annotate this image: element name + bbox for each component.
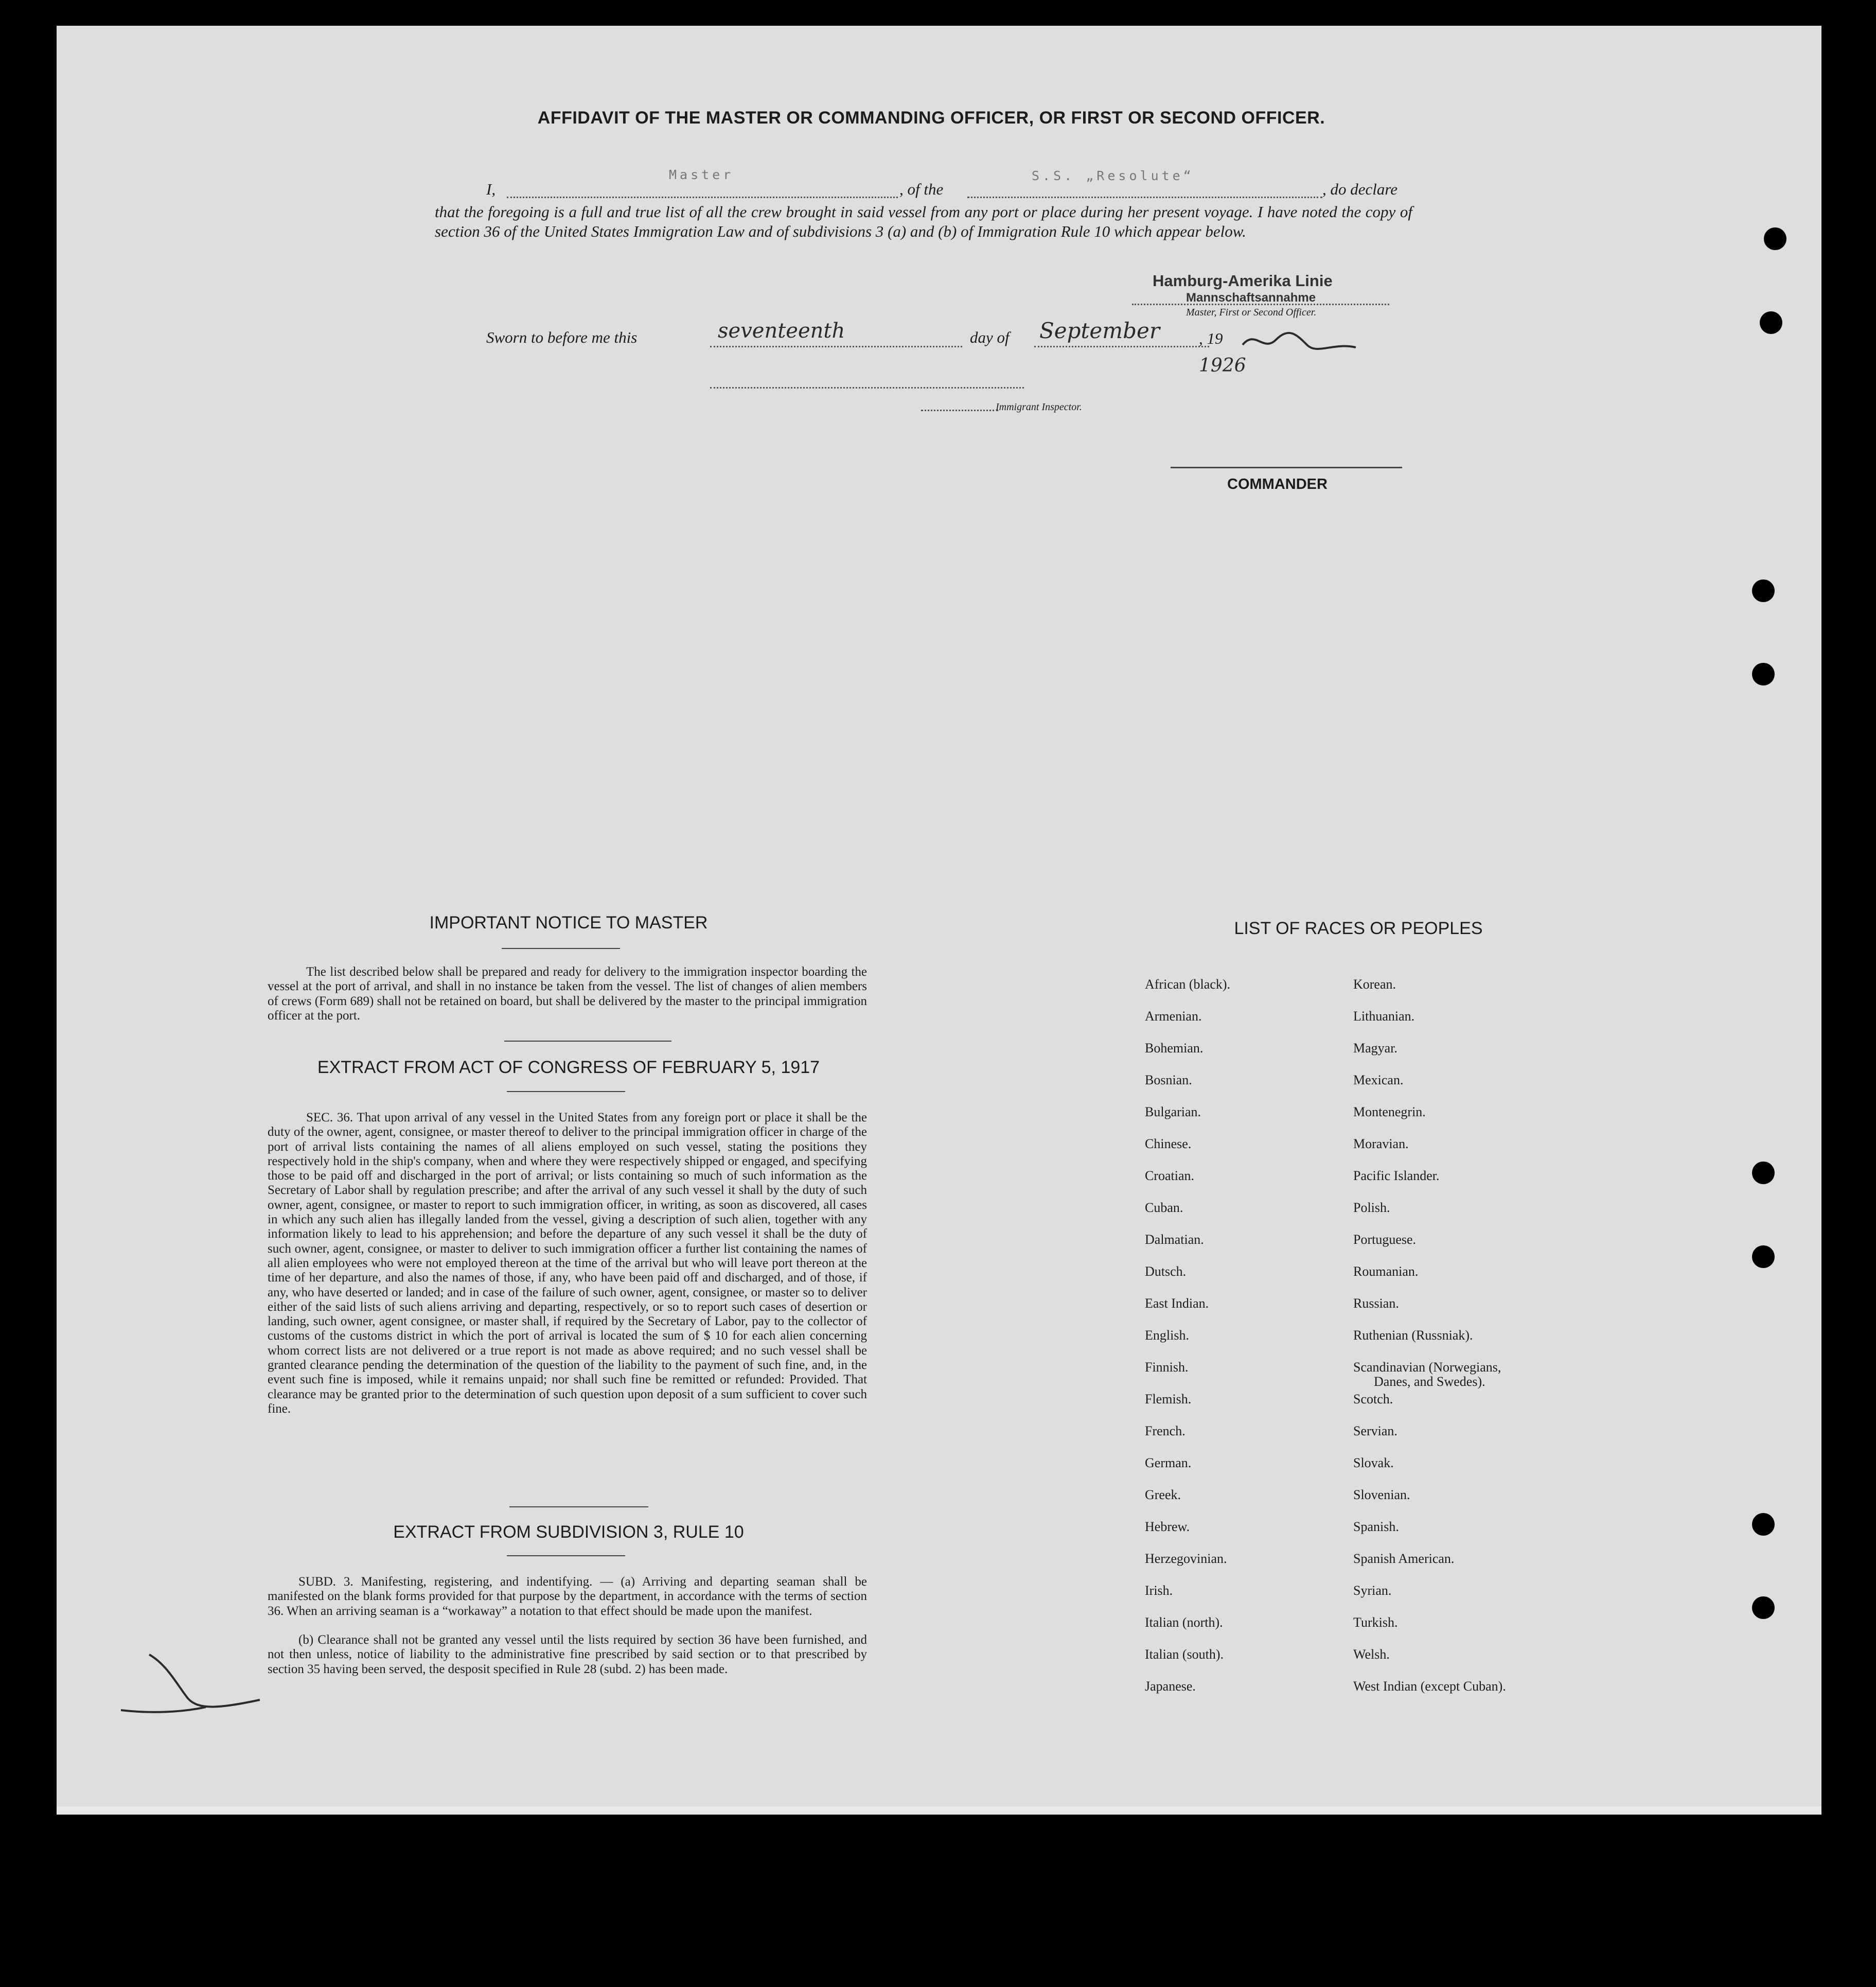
- stamp-company: Hamburg-Amerika Linie: [1153, 272, 1333, 290]
- race-item: Irish.: [1145, 1583, 1173, 1598]
- race-item: Japanese.: [1145, 1679, 1196, 1694]
- vessel-stamp: S.S. „Resolute“: [1032, 168, 1194, 183]
- punch-hole: [1752, 1162, 1775, 1184]
- rule-text-a: SUBD. 3. Manifesting, registering, and indentifying. — (a) Arriving and departing seaman shall be manifested on the blank forms provided for that purpose by the department, in accordance with the terms of section 36. When an arriving seaman is a “workaway” a notation to that effect should be made upon the manifest.: [268, 1575, 867, 1618]
- races-title: LIST OF RACES OR PEOPLES: [1234, 919, 1483, 938]
- year-scribble: [1240, 324, 1358, 365]
- year-prefix: , 19: [1199, 329, 1223, 347]
- affidavit-i-label: I,: [486, 180, 496, 198]
- officer-caption: Master, First or Second Officer.: [1186, 307, 1317, 318]
- race-item: Bulgarian.: [1145, 1104, 1201, 1119]
- act-title: EXTRACT FROM ACT OF CONGRESS OF FEBRUARY 5, 1917: [317, 1058, 820, 1077]
- affidavit-body: that the foregoing is a full and true list of all the crew brought in said vessel from any port or place during her present voyage. I have noted the copy of section 36 of the United States Immigration Law and of subdivisions 3 (a) and (b) of Immigration Rule 10 which appear below.: [435, 203, 1412, 240]
- sworn-month: September: [1039, 318, 1160, 343]
- race-item: African (black).: [1145, 977, 1231, 992]
- sworn-day-line: [710, 346, 962, 347]
- race-item: West Indian (except Cuban).: [1353, 1679, 1506, 1694]
- master-name-line: [507, 197, 898, 198]
- race-item: Scotch.: [1353, 1392, 1393, 1406]
- punch-hole: [1760, 311, 1782, 334]
- race-item: Montenegrin.: [1353, 1104, 1426, 1119]
- year-handwritten: 1926: [1199, 355, 1246, 376]
- notice-title: IMPORTANT NOTICE TO MASTER: [429, 913, 708, 933]
- notice-separator: [504, 1041, 671, 1042]
- punch-hole: [1752, 1513, 1775, 1536]
- race-item: Mexican.: [1353, 1072, 1404, 1087]
- race-item: Hebrew.: [1145, 1519, 1190, 1534]
- race-item: Dalmatian.: [1145, 1232, 1204, 1247]
- race-item: Spanish.: [1353, 1519, 1399, 1534]
- race-item: Magyar.: [1353, 1041, 1397, 1056]
- day-of-label: day of: [970, 328, 1010, 346]
- race-item: Slovak.: [1353, 1455, 1394, 1470]
- act-text: SEC. 36. That upon arrival of any vessel in the United States from any foreign port or place it shall be the duty of the owner, agent, consignee, or master thereof to deliver to the principal immigration officer in charge of the port of arrival lists containing the names of all aliens employed on such vessel, stating the positions they respectively hold in the ship's company, when and where they were respectively shipped or engaged, and specifying those to be paid off and discharged in the port of arrival; or lists containing so much of such information as the Secretary of Labor shall by regulation prescribe; and after the arrival of any such vessel it shall by the duty of such owner, agent, consignee, or master to report to such immigration officer, in writing, as soon as discovered, all cases in which any such alien has illegally landed from the vessel, giving a description of such alien, together with any information likely to lead to his apprehension; and before the departure of any such vessel it shall be the duty of such owner, agent, consignee, or master to deliver to such immigration officer a further list containing the names of all alien employees who were not employed thereon at the time of the arrival but who will leave port thereon at the time of her departure, and also the names of those, if any, who have been paid off and discharged, and of those, if any, who have deserted or landed; and in case of the failure of such owner, agent, consignee, or master so to deliver either of the said lists of such aliens arriving and departing, respectively, or so to report such cases of desertion or landing, such owner, agent consignee, or master shall, if required by the Secretary of Labor, pay to the collector of customs of the customs district in which the port of arrival is located the sum of $ 10 for each alien concerning whom correct lists are not delivered or a true report is not made as above required; and no such vessel shall be granted clearance pending the determination of the question of the liability to the payment of such fine, and, in the event such fine is imposed, while it remains unpaid; nor shall such fine be remitted or refunded: Provided. That clearance may be granted prior to the determination of such question upon deposit of a sum sufficient to cover such fine.: [268, 1111, 867, 1416]
- sworn-day: seventeenth: [718, 319, 845, 343]
- inspector-caption: Immigrant Inspector.: [996, 401, 1082, 413]
- race-item: East Indian.: [1145, 1296, 1209, 1311]
- race-item: Italian (north).: [1145, 1615, 1223, 1630]
- race-item: Dutsch.: [1145, 1264, 1187, 1279]
- race-item: Herzegovinian.: [1145, 1551, 1227, 1566]
- vessel-line: [967, 197, 1322, 198]
- race-item: Croatian.: [1145, 1168, 1195, 1183]
- race-item: Spanish American.: [1353, 1551, 1455, 1566]
- rule-text-b: (b) Clearance shall not be granted any vessel until the lists required by section 36 have been furnished, and not then unless, notice of liability to the administrative fine prescribed by said section or to that prescribed by section 35 having been served, the desposit specified in Rule 28 (subd. 2) has been made.: [268, 1633, 867, 1676]
- race-item: Polish.: [1353, 1200, 1390, 1215]
- affidavit-title: AFFIDAVIT OF THE MASTER OR COMMANDING OFFICER, OR FIRST OR SECOND OFFICER.: [537, 108, 1325, 128]
- inspector-dots: [921, 410, 998, 411]
- race-item: Turkish.: [1353, 1615, 1398, 1630]
- race-item: Cuban.: [1145, 1200, 1183, 1215]
- race-item: Syrian.: [1353, 1583, 1392, 1598]
- race-item: Bohemian.: [1145, 1041, 1204, 1056]
- inspector-signature-line: [710, 387, 1024, 389]
- race-item: Korean.: [1353, 977, 1396, 992]
- race-item: Scandinavian (Norwegians,: [1353, 1360, 1501, 1375]
- race-item: Flemish.: [1145, 1392, 1192, 1406]
- race-item: French.: [1145, 1423, 1185, 1438]
- punch-hole: [1752, 663, 1775, 685]
- race-item: Finnish.: [1145, 1360, 1189, 1375]
- master-stamp: Master: [669, 167, 734, 182]
- punch-hole: [1752, 1245, 1775, 1268]
- race-item: Armenian.: [1145, 1009, 1202, 1024]
- race-item: Bosnian.: [1145, 1072, 1192, 1087]
- race-item: Welsh.: [1353, 1647, 1390, 1662]
- sheet-lower-edge: [57, 1806, 1821, 1815]
- notice-text: The list described below shall be prepared and ready for delivery to the immigration inspector boarding the vessel at the port of arrival, and shall in no instance be taken from the vessel. The list of changes of alien members of crews (Form 689) shall not be retained on board, but shall be delivered by the master to the principal immigration officer at the port.: [268, 965, 867, 1023]
- race-item: German.: [1145, 1455, 1192, 1470]
- handwritten-mark: [116, 1649, 265, 1716]
- sworn-label: Sworn to before me this: [486, 328, 638, 346]
- race-item: Portuguese.: [1353, 1232, 1417, 1247]
- commander-line: [1171, 467, 1402, 468]
- of-the-label: , of the: [899, 180, 944, 198]
- act-title-rule: [507, 1091, 625, 1092]
- officer-signature-line: [1132, 304, 1389, 305]
- act-separator: [509, 1506, 648, 1507]
- punch-hole: [1752, 1596, 1775, 1619]
- race-item: Italian (south).: [1145, 1647, 1224, 1662]
- race-item: Ruthenian (Russniak).: [1353, 1328, 1473, 1343]
- commander-label: COMMANDER: [1227, 476, 1328, 493]
- stamp-department: Mannschaftsannahme: [1186, 291, 1316, 305]
- race-item: Lithuanian.: [1353, 1009, 1415, 1024]
- notice-title-rule: [502, 948, 620, 949]
- race-item: Slovenian.: [1353, 1487, 1410, 1502]
- rule-title: EXTRACT FROM SUBDIVISION 3, RULE 10: [393, 1522, 744, 1542]
- sworn-month-line: [1034, 346, 1209, 347]
- race-item: Pacific Islander.: [1353, 1168, 1440, 1183]
- race-item: Greek.: [1145, 1487, 1181, 1502]
- race-item: English.: [1145, 1328, 1189, 1343]
- race-item: Servian.: [1353, 1423, 1397, 1438]
- race-item: Moravian.: [1353, 1136, 1409, 1151]
- race-item: Danes, and Swedes).: [1374, 1374, 1485, 1389]
- race-item: Russian.: [1353, 1296, 1399, 1311]
- race-item: Roumanian.: [1353, 1264, 1419, 1279]
- punch-hole: [1764, 227, 1786, 250]
- punch-hole: [1752, 579, 1775, 602]
- race-item: Chinese.: [1145, 1136, 1192, 1151]
- rule-title-rule: [507, 1555, 625, 1556]
- do-declare-label: , do declare: [1322, 180, 1398, 198]
